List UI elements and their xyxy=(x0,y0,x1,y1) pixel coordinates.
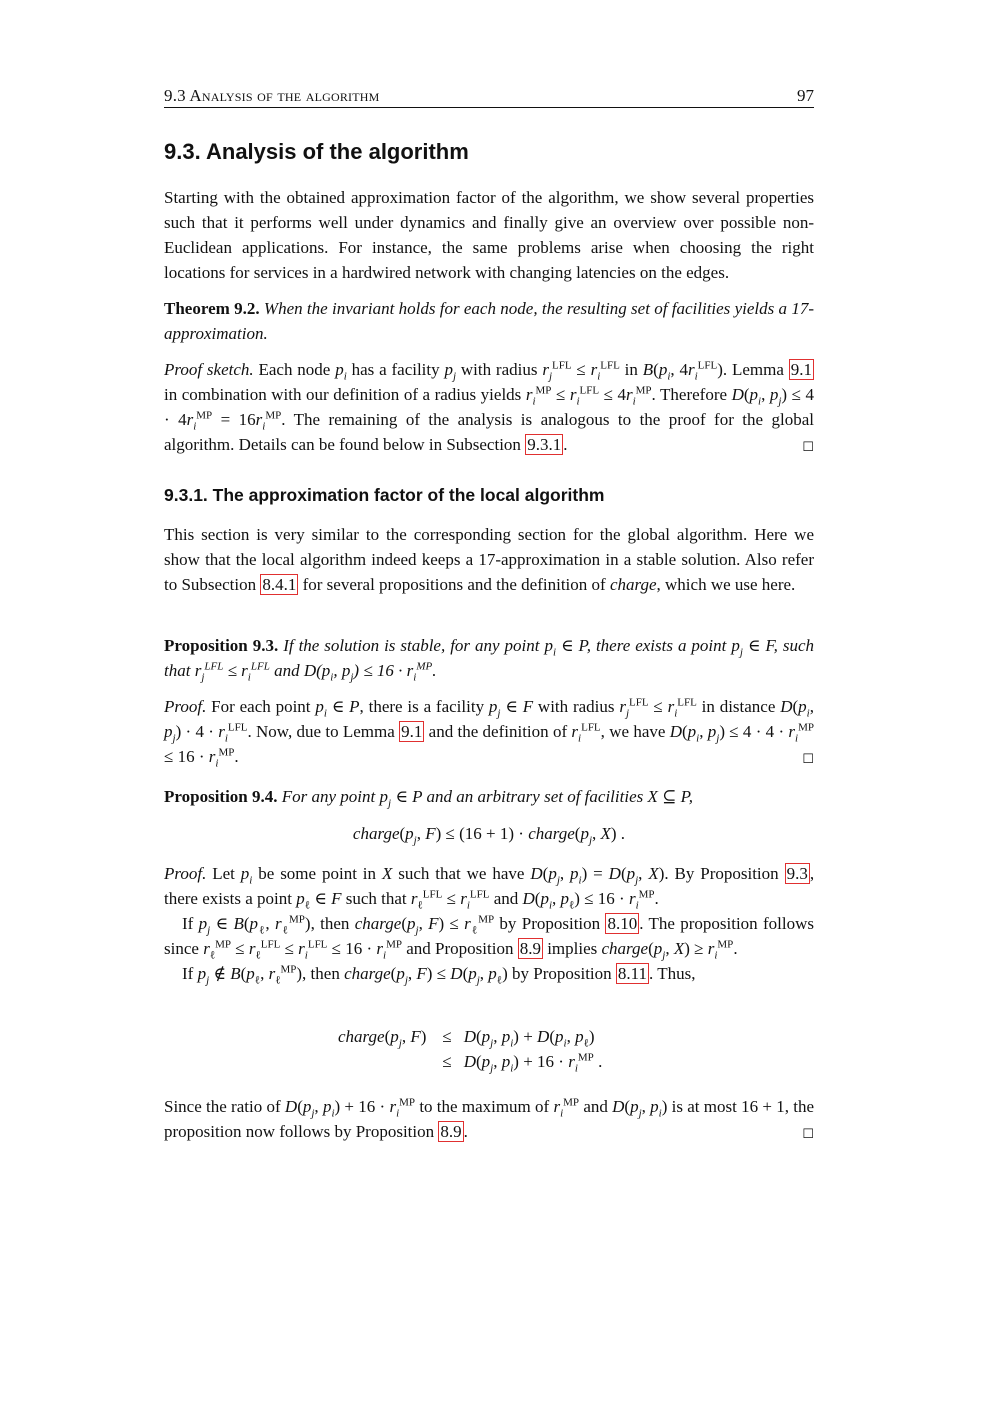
ref-proposition-8-10[interactable]: 8.10 xyxy=(607,914,638,933)
ref-proposition-8-9[interactable]: 8.9 xyxy=(440,1122,462,1141)
ref-proposition-8-11[interactable]: 8.11 xyxy=(617,964,648,983)
page-number: 97 xyxy=(797,86,814,105)
proof-sketch-9-2: Proof sketch. Each node $p_i$ has a facility $p_j$ with radius $r_j^{LFL} \le r_i^{LFL}$ in $B(p_i$, $4r_i^{LFL}$). Lemma 9.1 in combination with our definition of a radius yields $r_i^{MP} \le r_i^{LFL} \le 4r_i^{MP}$. Therefore $D(p_i$, $p_j) \le 4 \cdot 4r_i^{MP} = 16r_i^{MP}$. The remaining of the analysis is analogous to the proof for the global algorithm. Details can be found below in Subsection 9.3.1 . ☐ xyxy=(164,357,814,459)
theorem-9-2 xyxy=(164,296,814,346)
proposition-label: Proposition 9.4. xyxy=(164,787,278,806)
aligned-equations xyxy=(164,1024,814,1074)
proof-label: Proof. xyxy=(164,864,207,883)
subsection-text-1: This section is very similar to the corresponding section for the global algorithm. Here we show that the local algorithm indeed keeps a 17-approximation in a stable solution. Also refer to Subsection xyxy=(164,525,814,594)
charge-term: charge xyxy=(609,575,657,594)
subsection-text-3: , which we use here. xyxy=(656,575,796,594)
qed-icon: ☐ xyxy=(802,1126,814,1141)
qed-icon: ☐ xyxy=(802,439,814,454)
equation-row: ≤ $D(p_j$, $p_i) + 16 \cdot r_i^{MP}$ . xyxy=(442,1051,603,1075)
equation-row: $charge(p_j$, F) ≤ $D(p_j$, $p_i) + D(p_i$, $p_\ell$) xyxy=(338,1027,595,1050)
proposition-9-4: Proposition 9.4. For any point $p_j$ ∈ P and an arbitrary set of facilities X ⊆ P, xyxy=(164,787,694,810)
proof-label: Proof. xyxy=(164,697,207,716)
proof-label: Proof sketch. xyxy=(164,360,254,379)
proposition-9-3: Proposition 9.3. If the solution is stable, for any point $p_i$ ∈ P, there exists a point $p_j$ ∈ F, such that $r_j^{LFL} \le r_i^{LFL}$ and $D(p_i$, $p_j) \le 16 \cdot r_i^{MP}$. xyxy=(164,636,815,684)
subsection-text-2: for several propositions and the definition of xyxy=(298,575,610,594)
proof-9-3: Proof. For each point $p_i$ ∈ P, there is a facility $p_j$ ∈ F with radius $r_j^{LFL} \le r_i^{LFL}$ in distance $D(p_i$, $p_j) \cdot 4 \cdot r_i^{LFL}$. Now, due to Lemma 9.1 and the definition of $r_i^{LFL}$, we have $D(p_i$, $p_j) \le 4 \cdot 4 \cdot r_i^{MP} \le 16 \cdot r_i^{MP}$. ☐ xyxy=(164,696,815,770)
intro-paragraph: Starting with the obtained approximation factor of the algorithm, we show several properties such that it performs well under dynamics and finally give an overview over possible non-Euclidean applications. For instance, the same problems arise when choosing the right locations for services in a hardwired network with changing latencies on the edges. xyxy=(164,188,814,282)
equation-array xyxy=(338,1024,610,1074)
ref-subsection-8-4-1[interactable]: 8.4.1 xyxy=(262,575,297,594)
proof-9-4: Proof. Let $p_i$ be some point in X such that we have $D(p_j$, $p_i) = D(p_j$, X). By Proposition 9.3 , there exists a point $p_\ell$ ∈ F such that $r_\ell^{LFL} \le r_i^{LFL}$ and $D(p_i$, $p_\ell) \le 16 \cdot r_i^{MP}$. If $p_j$ ∈ $B(p_\ell$, $r_\ell^{MP}$), then $charge(p_j$, $F) \le r_\ell^{MP}$ by Proposition 8.10 . The proposition follows since $r_\ell^{MP} \le r_\ell^{LFL} \le r_i^{LFL} \le 16 \cdot r_i^{MP}$ and Proposition 8.9 implies $charge(p_j$, $X) \ge r_i^{MP}$. If $p_j$ ∉ $B(p_\ell$, $r_\ell^{MP}$), then $charge(p_j$, $F) \le D(p_j$, $p_\ell$) by Proposition 8.11 . Thus, xyxy=(164,864,815,987)
theorem-label: Theorem 9.2. xyxy=(164,299,260,318)
ref-proposition-9-3[interactable]: 9.3 xyxy=(786,864,808,883)
equation-charge: $charge(p_j$, $F) \le (16 + 1) \cdot charge(p_j$, X) . xyxy=(352,824,626,847)
ref-proposition-8-9[interactable]: 8.9 xyxy=(519,939,541,958)
theorem-text: When the invariant holds for each node, the resulting set of facilities yields a 17-approximation. xyxy=(164,299,815,343)
final-paragraph: Since the ratio of $D(p_j$, $p_i) + 16 \cdot r_i^{MP}$ to the maximum of $r_i^{MP}$ and $D(p_j$, $p_i$) is at most 16 + 1, the proposition now follows by Proposition 8.9 . ☐ xyxy=(164,1094,814,1146)
subsection-title: 9.3.1. The approximation factor of the local algorithm xyxy=(164,485,605,505)
section-title: 9.3. Analysis of the algorithm xyxy=(164,139,469,164)
ref-lemma-9-1[interactable]: 9.1 xyxy=(401,722,423,741)
subsection-paragraph xyxy=(164,522,814,597)
qed-icon: ☐ xyxy=(802,751,814,766)
ref-subsection-9-3-1[interactable]: 9.3.1 xyxy=(527,435,562,454)
running-header-section: 9.3 Analysis of the algorithm xyxy=(164,86,380,105)
running-header xyxy=(164,84,814,108)
ref-lemma-9-1[interactable]: 9.1 xyxy=(790,360,812,379)
proposition-label: Proposition 9.3. xyxy=(164,636,279,655)
